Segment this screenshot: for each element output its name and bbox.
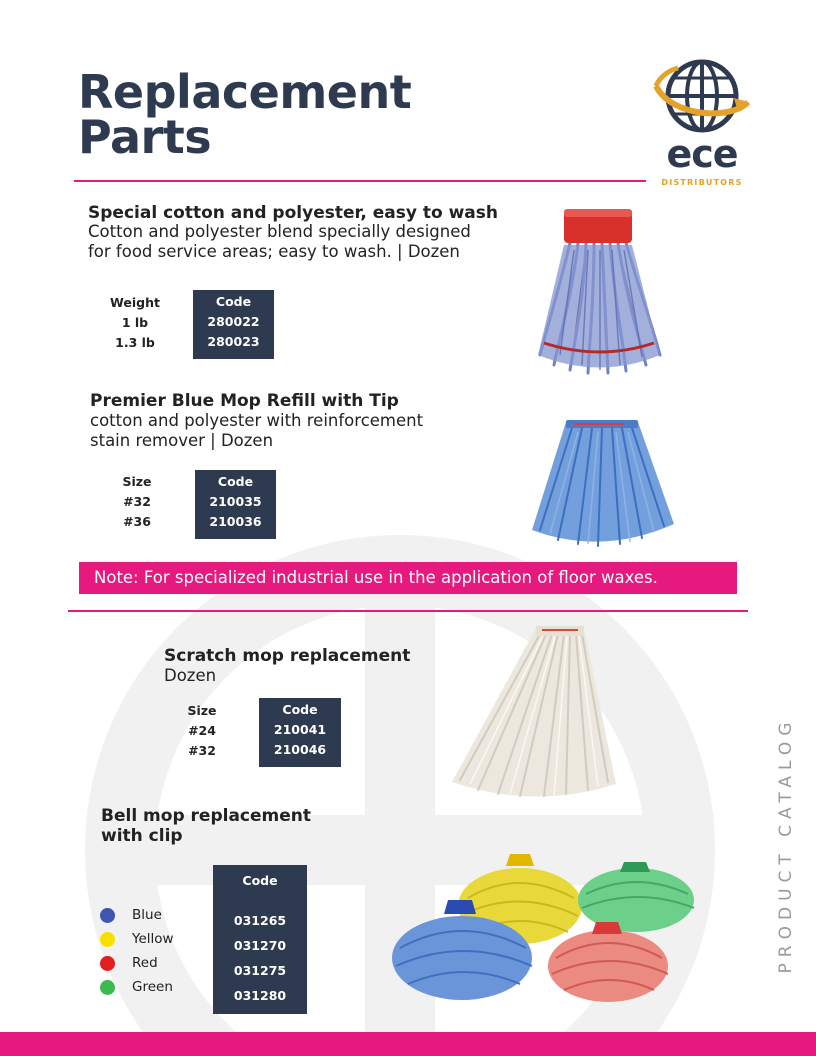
product-4-code-header: Code — [242, 873, 278, 888]
product-1-spec-row-1: 1 lb — [121, 315, 149, 330]
product-4-code-row-1: 031265 — [233, 913, 287, 928]
product-3-spec-column — [172, 701, 232, 761]
side-label-text: PRODUCT CATALOG — [776, 716, 796, 974]
side-label — [774, 700, 798, 990]
product-3-title: Scratch mop replacement — [164, 646, 411, 666]
product-1-spec-column — [100, 293, 170, 353]
color-label-blue: Blue — [132, 907, 162, 923]
section-divider — [68, 610, 748, 612]
color-option-green — [100, 977, 173, 997]
product-2-spec-header: Size — [122, 474, 152, 489]
product-3-spec-header: Size — [187, 703, 217, 718]
product-2-desc-line2: stain remover | Dozen — [90, 431, 274, 450]
product-2-code-row-1: 210035 — [209, 494, 262, 509]
product-3-code-row-1: 210041 — [273, 722, 327, 737]
green-dot-icon — [100, 980, 115, 995]
ece-logo — [652, 58, 752, 190]
product-2-code-table — [195, 470, 276, 539]
product-3-image — [450, 624, 620, 800]
header-divider — [74, 180, 646, 182]
logo-wordmark: ece — [666, 132, 738, 176]
color-option-red — [100, 953, 158, 973]
product-2-desc-line1: cotton and polyester with reinforcement — [90, 411, 424, 430]
product-1-image — [530, 205, 668, 375]
product-2-code-row-2: 210036 — [209, 514, 262, 529]
product-2-code-header: Code — [217, 474, 254, 489]
color-label-red: Red — [132, 955, 158, 971]
product-4-code-row-3: 031275 — [233, 963, 287, 978]
color-option-blue — [100, 905, 162, 925]
page-title — [78, 65, 498, 164]
product-1-code-row-2: 280023 — [207, 334, 260, 349]
product-1-code-header: Code — [215, 294, 252, 309]
product-3-spec-row-1: #24 — [188, 723, 216, 738]
product-2-spec-row-1: #32 — [123, 494, 151, 509]
product-4-image — [388, 848, 700, 1008]
blue-dot-icon — [100, 908, 115, 923]
product-2-spec-row-2: #36 — [123, 514, 151, 529]
page-title-line1: Replacement — [78, 65, 412, 119]
color-label-yellow: Yellow — [132, 931, 174, 947]
product-1-desc-line1: Cotton and polyester blend specially designed — [88, 222, 471, 241]
globe-icon — [652, 58, 752, 138]
product-2-image — [528, 418, 676, 552]
product-4-code-table — [213, 865, 307, 1014]
product-3-code-row-2: 210046 — [273, 742, 327, 757]
product-4-code-row-2: 031270 — [233, 938, 287, 953]
product-1-desc-line2: for food service areas; easy to wash. | Dozen — [88, 242, 460, 261]
note-banner: Note: For specialized industrial use in the application of floor waxes. — [79, 562, 737, 594]
product-2-title: Premier Blue Mop Refill with Tip — [90, 391, 399, 411]
product-1-spec-row-2: 1.3 lb — [115, 335, 155, 350]
color-option-yellow — [100, 929, 174, 949]
product-3-code-header: Code — [282, 702, 318, 717]
product-4-code-row-4: 031280 — [233, 988, 287, 1003]
logo-subtitle: DISTRIBUTORS — [661, 178, 743, 187]
product-3-code-table — [259, 698, 341, 767]
product-3-spec-row-2: #32 — [188, 743, 216, 758]
product-4-title-line1: Bell mop replacement — [101, 806, 312, 826]
footer-bar — [0, 1032, 816, 1056]
product-1-spec-header: Weight — [110, 295, 160, 310]
product-4-title — [101, 806, 311, 846]
product-3-desc: Dozen — [164, 666, 217, 685]
product-1-code-row-1: 280022 — [207, 314, 260, 329]
page-title-line2: Parts — [78, 110, 212, 164]
product-1-code-table — [193, 290, 274, 359]
product-2-spec-column — [107, 472, 167, 532]
yellow-dot-icon — [100, 932, 115, 947]
product-1-title: Special cotton and polyester, easy to wash — [88, 203, 499, 223]
red-dot-icon — [100, 956, 115, 971]
color-label-green: Green — [132, 979, 173, 995]
product-4-title-line2: with clip — [101, 826, 183, 846]
